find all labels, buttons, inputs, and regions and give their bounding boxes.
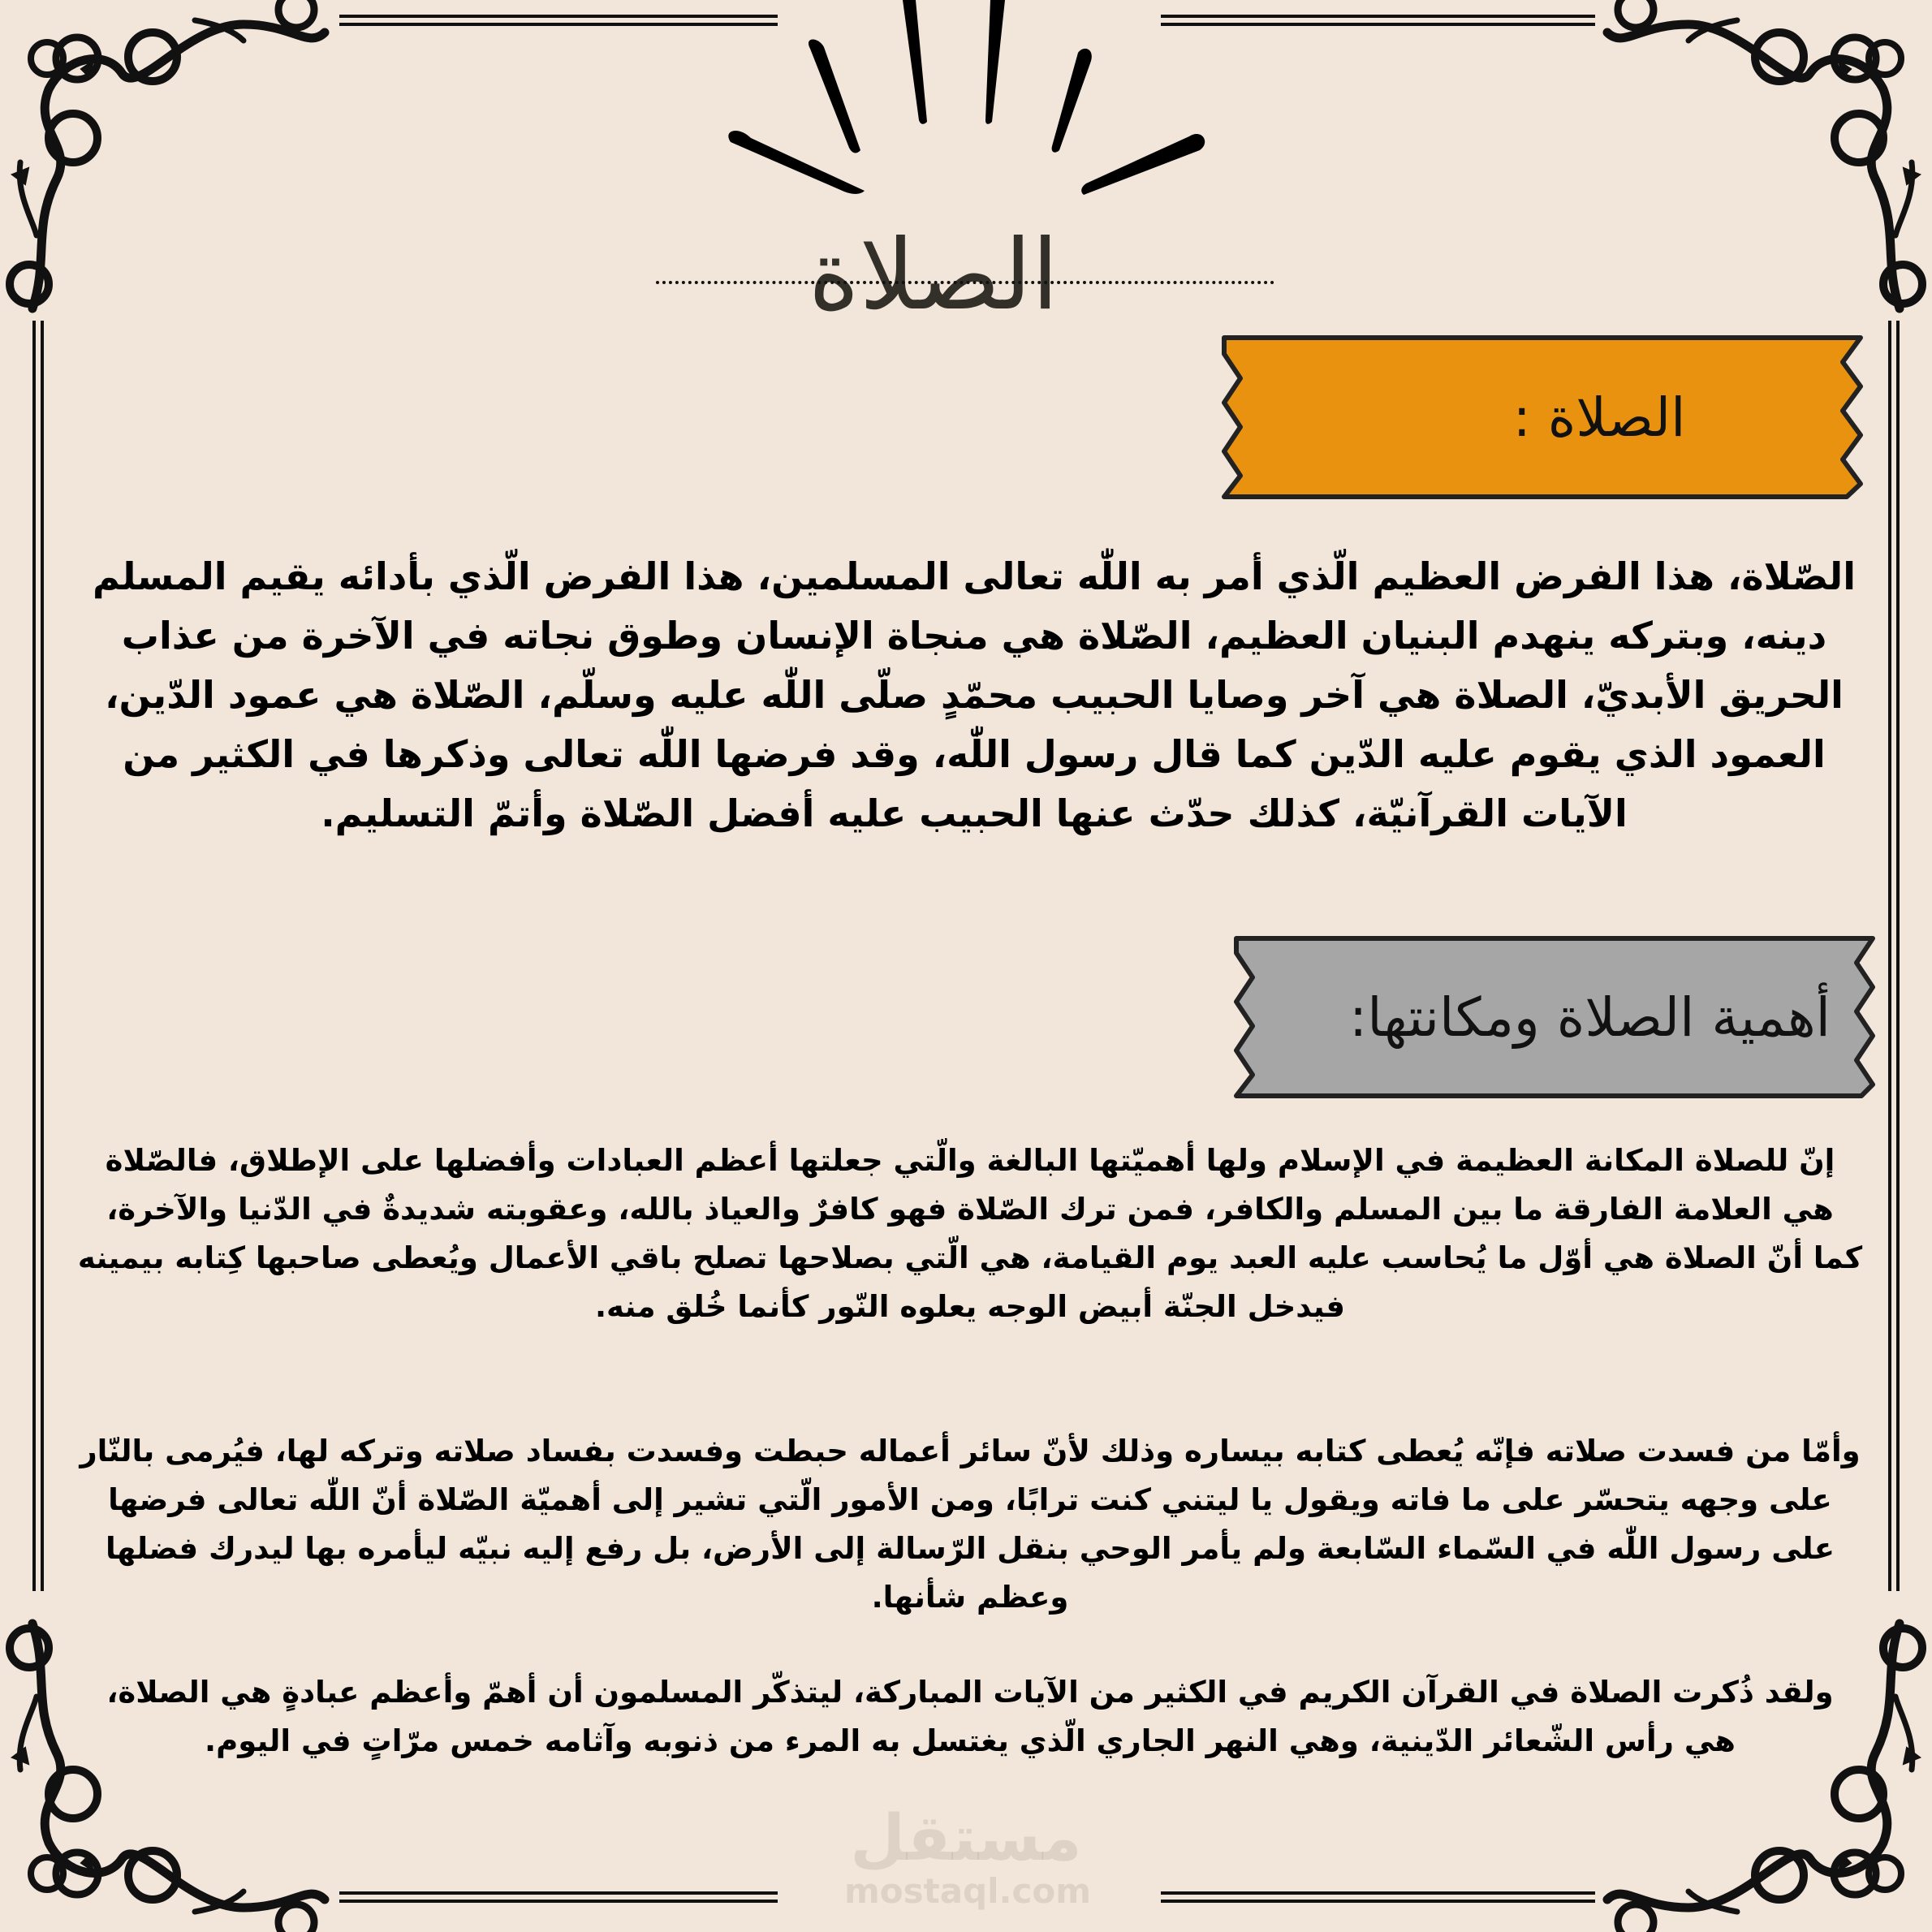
section-paragraph: ولقد ذُكرت الصلاة في القرآن الكريم في الكثير من الآيات المباركة، ليتذكّر المسلمون أن أهمّ وأعظم عبادةٍ هي الصلاة، هي رأس الشّعائر الدّينية، وهي النهر الجاري الّذي يغتسل به المرء من ذنوبه وآثامه خمس مرّاتٍ في اليوم. [106, 1675, 1834, 1758]
section-banner-importance [1230, 932, 1879, 1102]
section-heading: الصلاة : [1512, 386, 1686, 449]
top-border-left [339, 15, 778, 26]
section-paragraph: الصّلاة، هذا الفرض العظيم الّذي أمر به اللّٰه تعالى المسلمين، هذا الفرض الّذي بأدائه يقيم المسلم دينه، وبتركه ينهدم البنيان العظيم، الصّلاة هي منجاة الإنسان وطوق نجاته في الآخرة من عذاب الحريق الأبديّ، الصلاة هي آخر وصايا الحبيب محمّدٍ صلّى اللّٰه عليه وسلّم، الصّلاة هي عمود الدّين، العمود الذي يقوم عليه الدّين كما قال رسول اللّٰه، وقد فرضها اللّٰه تعالى وذكرها في الكثير من الآيات القرآنيّة، كذلك حدّث عنها الحبيب عليه أفضل الصّلاة وأتمّ التسليم. [93, 554, 1856, 835]
top-border-right [1161, 15, 1595, 26]
section-heading: أهمية الصلاة ومكانتها: [1348, 985, 1831, 1049]
section-paragraph: وأمّا من فسدت صلاته فإنّه يُعطى كتابه بيساره وذلك لأنّ سائر أعماله حبطت وفسدت بفساد صلاته وتركه لها، فيُرمى بالنّار على وجهه يتحسّر على ما فاته ويقول يا ليتني كنت ترابًا، ومن الأمور الّتي تشير إلى أهميّة الصّلاة أنّ اللّٰه تعالى فرضها على رسول اللّٰه في السّماء السّابعة ولم يأمر الوحي بنقل الرّسالة إلى الأرض، بل رفع إليه نبيّه ليأمره بها ليدرك فضلها وعظم شأنها. [80, 1434, 1861, 1615]
left-border [32, 321, 44, 1591]
section-banner-prayer [1218, 331, 1867, 503]
section-paragraph: إنّ للصلاة المكانة العظيمة في الإسلام ولها أهميّتها البالغة والّتي جعلتها أعظم العبادات وأفضلها على الإطلاق، فالصّلاة هي العلامة الفارقة ما بين المسلم والكافر، فمن ترك الصّلاة فهو كافرٌ والعياذ بالله، وعقوبته شديدةٌ في الدّنيا والآخرة، كما أنّ الصلاة هي أوّل ما يُحاسب عليه العبد يوم القيامة، هي الّتي بصلاحها تصلح باقي الأعمال ويُعطى صاحبها كِتابه بيمينه فيدخل الجنّة أبيض الوجه يعلوه النّور كأنما خُلق منه. [77, 1143, 1863, 1324]
watermark [844, 1802, 1091, 1912]
page-title: الصلاة [808, 219, 1059, 333]
right-border [1888, 321, 1900, 1591]
watermark-latin: mostaql.com [844, 1871, 1091, 1911]
sunburst-rays-icon [714, 0, 1218, 211]
watermark-arabic: مستقل [850, 1802, 1082, 1875]
corner-ornament-icon [1591, 0, 1932, 341]
title-underline-divider [656, 281, 1274, 284]
bottom-border-left [339, 1891, 778, 1903]
corner-ornament-icon [0, 0, 341, 341]
bottom-border-right [1161, 1891, 1595, 1903]
